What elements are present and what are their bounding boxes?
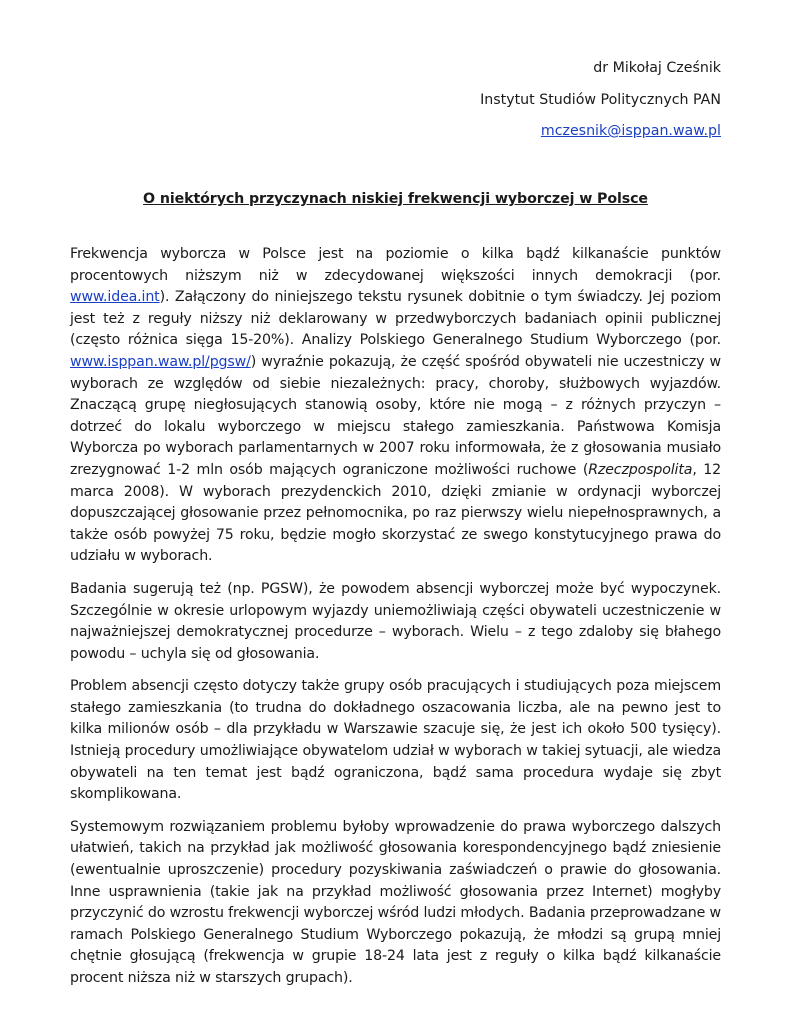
author-name: dr Mikołaj Cześnik xyxy=(593,60,721,76)
paragraph-4: Systemowym rozwiązaniem problemu byłoby wprowadzenie do prawa wyborczego dalszych ułatwień, takich na przykład jak możliwość głosowania korespondencyjnego bądź zniesienie (ewentualnie uproszczenie) procedury pozyskiwania zaświadczeń o prawie do głosowania. Inne usprawnienia (takie jak na przykład możliwość głosowania przez Internet) mogłyby przyczynić do wzrostu frekwencji wyborczej wśród ludzi młodych. Badania przeprowadzane w ramach Polskiego Generalnego Studium Wyborczego pokazują, że młodzi są grupą mniej chętnie głosującą (frekwencja w grupie 18-24 lata jest z reguły o kilka bądź kilkanaście procent niższa niż w starszych grupach). xyxy=(70,818,721,986)
p1-text-d: , 12 marca 2008). W wyborach prezydenckich 2010, dzięki zmianie w ordynacji wyborczej dopuszczającej głosowanie przez pełnomocnika, po raz pierwszy wielu niepełnosprawnych, a także osób powyżej 75 roku, będzie mogło skorzystać ze swego konstytucyjnego prawa do udziału w wyborach. xyxy=(70,461,721,565)
pgsw-link[interactable]: www.isppan.waw.pl/pgsw/ xyxy=(70,353,251,370)
paragraph-3: Problem absencji często dotyczy także grupy osób pracujących i studiujących poza miejscem stałego zamieszkania (to trudna do dokładnego oszacowania liczba, ale na pewno jest to kilka milionów osób – dla przykładu w Warszawie szacuje się, że jest ich około 500 tysięcy). Istnieją procedury umożliwiające obywatelom udział w wyborach w takiej sytuacji, ale wiedza obywateli na ten temat jest bądź ograniczona, bądź sama procedura wydaje się zbyt skomplikowana. xyxy=(70,678,721,803)
p1-text-b: ). Załączony do niniejszego tekstu rysunek dobitnie o tym świadczy. Jej poziom jest też z reguły niższy niż deklarowany w przedwyborczych badaniach opinii publicznej (często różnica sięga 15-20%). Analizy Polskiego Generalnego Studium Wyborczego (por. xyxy=(70,289,721,349)
p1-source-title: Rzeczpospolita xyxy=(588,461,693,478)
document-body xyxy=(70,244,721,1001)
idea-link[interactable]: www.idea.int xyxy=(70,289,160,306)
p1-text-a: Frekwencja wyborcza w Polsce jest na poziomie o kilka bądź kilkanaście punktów procentowych niższym niż w zdecydowanej większości innych demokracji (por. xyxy=(70,246,721,284)
document-title: O niektórych przyczynach niskiej frekwencji wyborczej w Polsce xyxy=(143,191,648,207)
author-institution: Instytut Studiów Politycznych PAN xyxy=(480,91,721,108)
p1-text-c: ) wyraźnie pokazują, że część spośród obywateli nie uczestniczy w wyborach ze względów od siebie niezależnych: pracy, choroby, służbowych wyjazdów. Znaczącą grupę niegłosujących stanowią osoby, które nie mogą – z różnych przyczyn – dotrzeć do lokalu wyborczego w miejscu stałego zamieszkania. Państwowa Komisja Wyborcza po wyborach parlamentarnych w 2007 roku informowała, że z głosowania musiało zrezygnować 1-2 mln osób mających ograniczone możliwości ruchowe ( xyxy=(70,353,721,478)
author-email-link[interactable]: mczesnik@isppan.waw.pl xyxy=(540,123,721,139)
paragraph-2: Badania sugerują też (np. PGSW), że powodem absencji wyborczej może być wypoczynek. Szczególnie w okresie urlopowym wyjazdy uniemożliwiają części obywateli uczestniczenie w najważniejszej demokratycznej procedurze – wyborach. Wielu – z tego zdaloby się błahego powodu – uchyla się od głosowania. xyxy=(70,580,721,662)
paragraph-1 xyxy=(70,244,721,568)
author-header xyxy=(480,58,721,153)
